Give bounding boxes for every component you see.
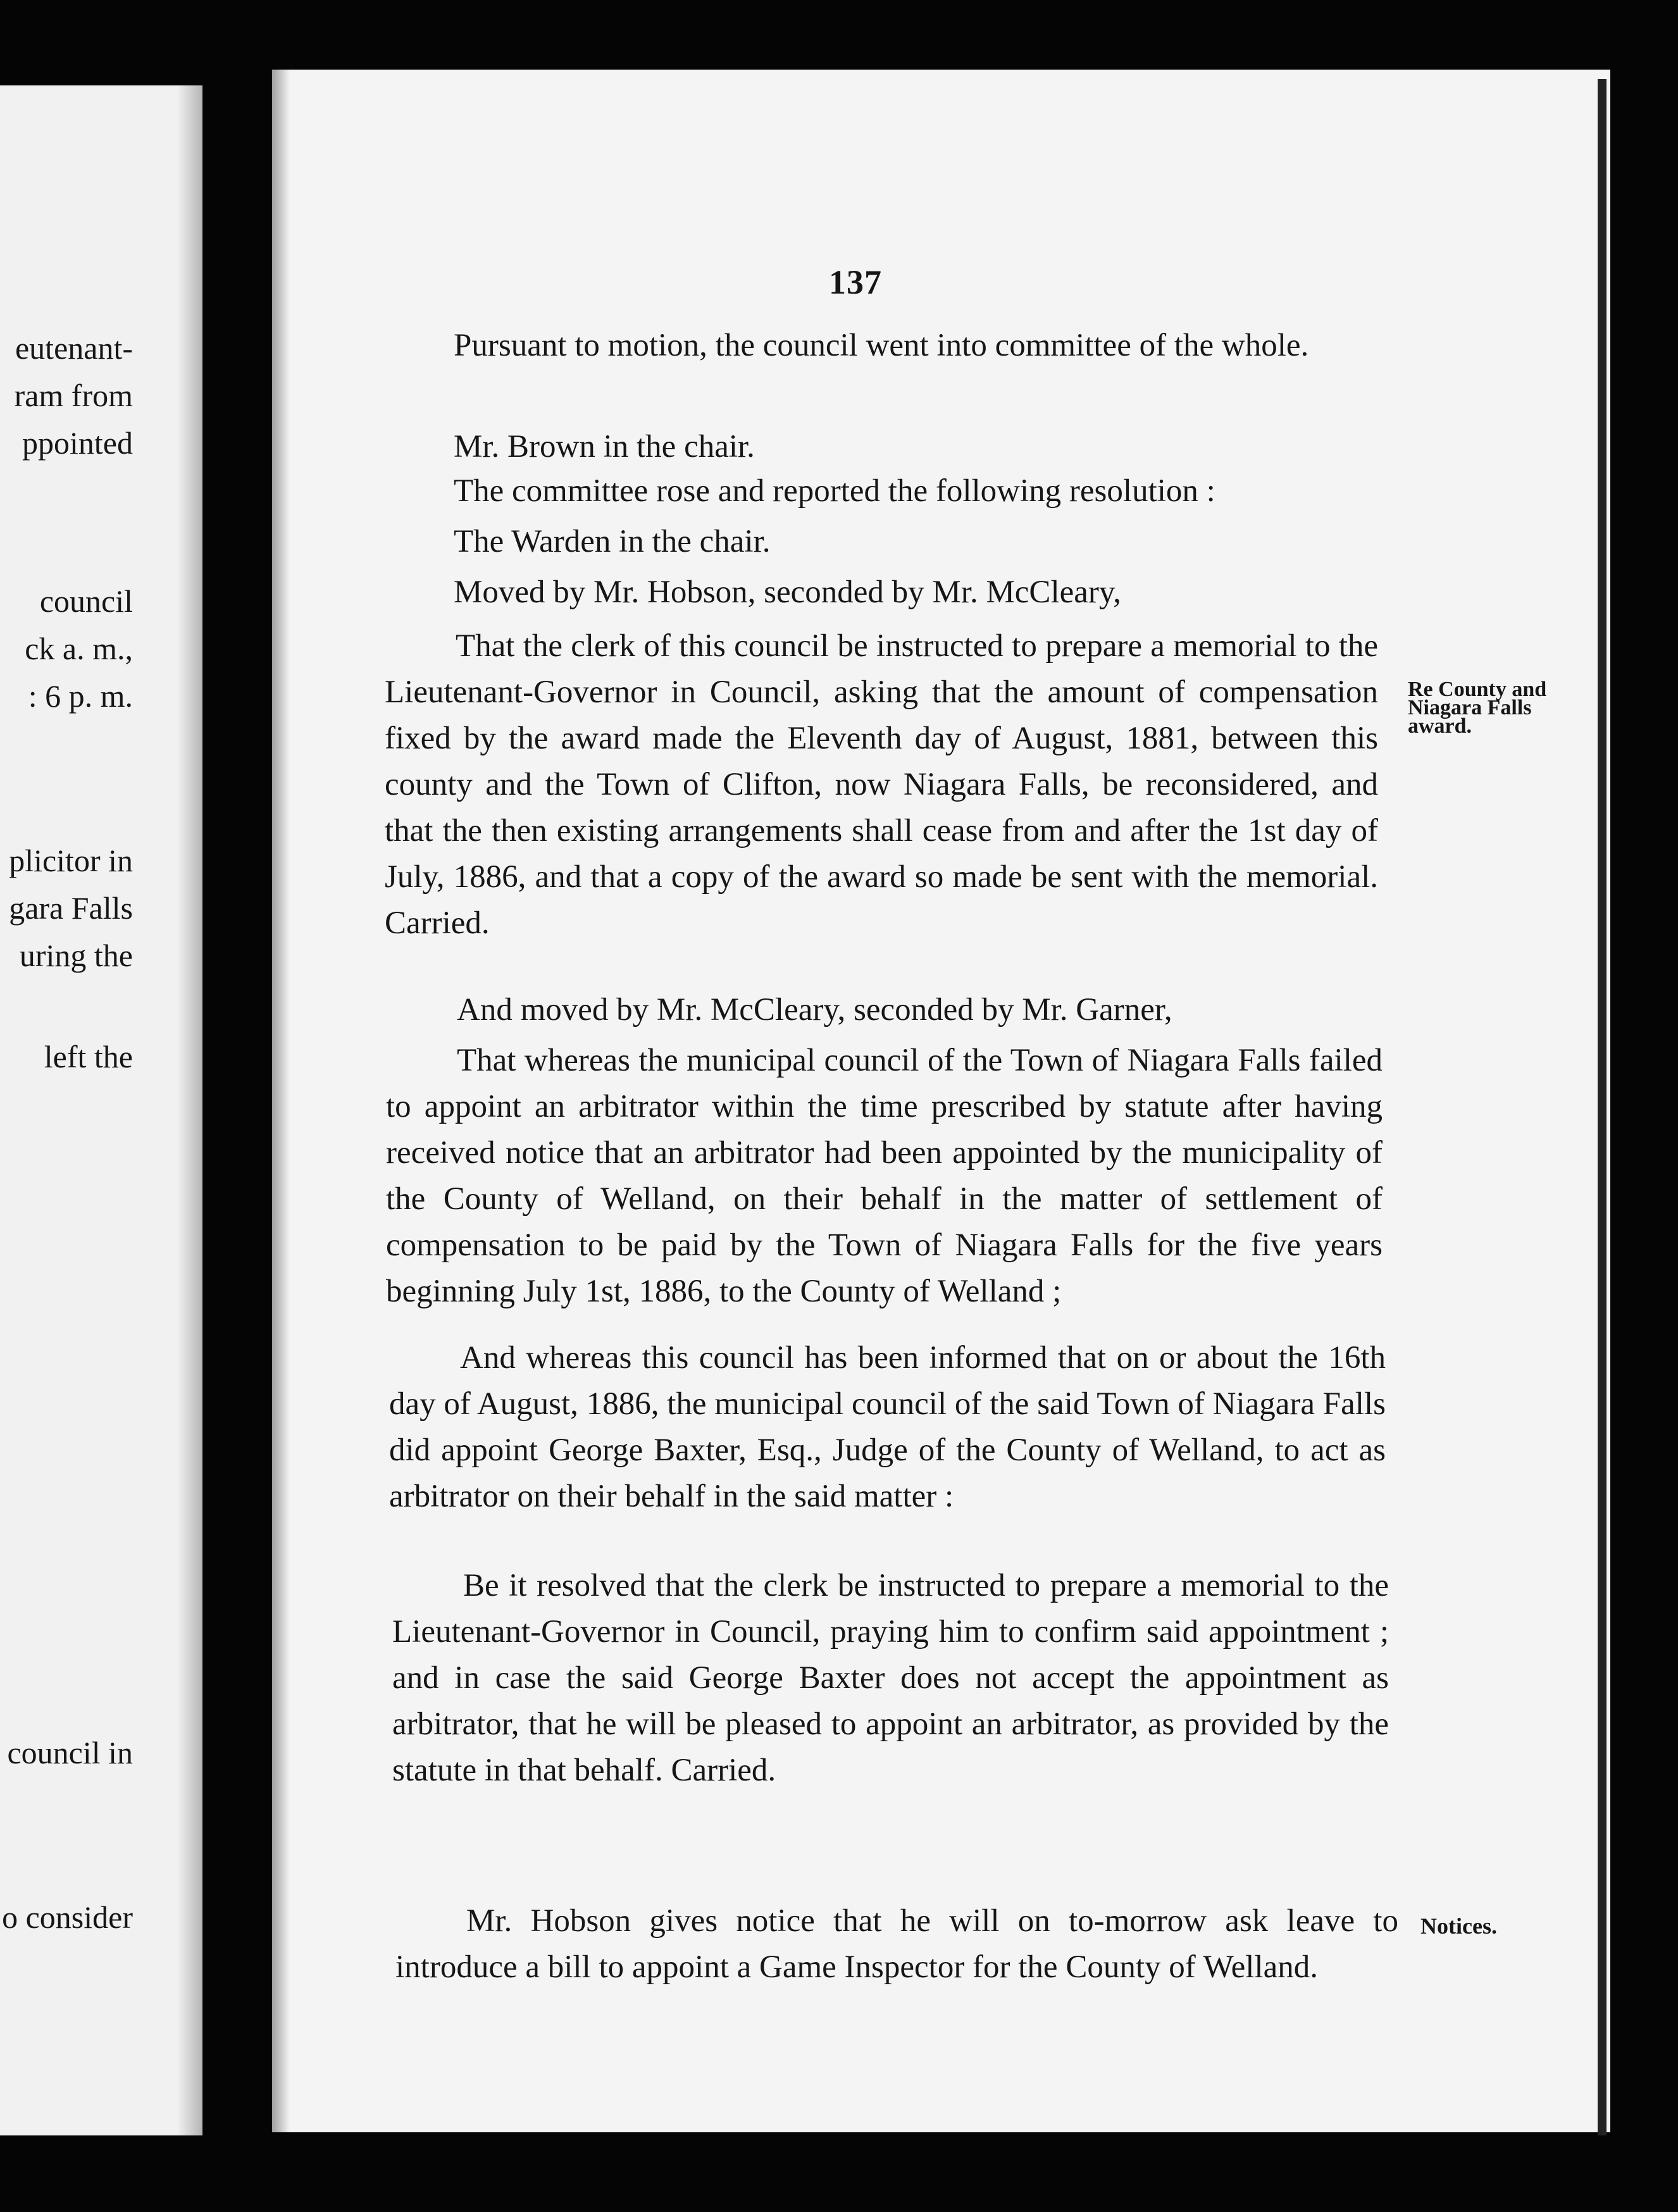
paragraph-committee-rose bbox=[383, 468, 1376, 514]
paragraph-motion bbox=[383, 323, 1376, 369]
paragraph-text: The Warden in the chair. bbox=[454, 524, 771, 559]
paragraph-text: That whereas the municipal council of the Town of Niagara Falls failed to appoint an arbitrator within the time prescribed by statute after having received notice that an arbitrator had been appointed by the municipality of the County of Welland, on their behalf in the matter of settlement of compensation to be paid by the Town of Niagara Falls for the five years beginning July 1st, 1886, to the County of Welland ; bbox=[386, 1043, 1383, 1309]
page-right-edge bbox=[1598, 79, 1607, 2135]
paragraph-chair-brown bbox=[383, 424, 1376, 470]
paragraph-text: Be it resolved that the clerk be instructed to prepare a memorial to the Lieutenant-Governor in Council, praying him to confirm said appointment ; and in case the said George Baxter does not accept the appointment as arbitrator, that he will be pleased to appoint an arbitrator, as provided by the statute in that behalf. Carried. bbox=[392, 1568, 1389, 1788]
margin-note-notices: Notices. bbox=[1420, 1913, 1497, 1939]
gutter-shadow bbox=[177, 85, 202, 2135]
left-page-line: o consider bbox=[2, 1899, 133, 1935]
paragraph-chair-warden bbox=[383, 519, 1376, 565]
paragraph-whereas-failed bbox=[386, 1038, 1383, 1315]
paragraph-text: The committee rose and reported the following resolution : bbox=[454, 473, 1215, 509]
paragraph-text: Mr. Brown in the chair. bbox=[454, 429, 755, 464]
left-page-line: gara Falls bbox=[9, 890, 133, 926]
left-page-line: eutenant- bbox=[15, 330, 133, 366]
left-page-line: council bbox=[39, 583, 133, 619]
paragraph-text: Moved by Mr. Hobson, seconded by Mr. McCleary, bbox=[454, 575, 1121, 610]
main-page bbox=[272, 70, 1610, 2132]
page-edge-shadow bbox=[272, 70, 290, 2132]
left-facing-page bbox=[0, 85, 202, 2135]
paragraph-text: Mr. Hobson gives notice that he will on to-morrow ask leave to introduce a bill to appoint a Game Inspector for the County of Welland. bbox=[395, 1903, 1398, 1985]
left-page-line: council in bbox=[7, 1735, 133, 1770]
paragraph-moved-mccleary bbox=[386, 987, 1379, 1033]
paragraph-moved-hobson bbox=[383, 569, 1376, 616]
paragraph-whereas-informed bbox=[389, 1335, 1386, 1520]
left-page-line: uring the bbox=[19, 938, 133, 973]
margin-note-award: Re County and Niagara Falls award. bbox=[1408, 678, 1547, 738]
page-number: 137 bbox=[829, 263, 882, 301]
left-page-line: ram from bbox=[14, 378, 133, 413]
left-page-line: plicitor in bbox=[9, 843, 133, 878]
paragraph-text: That the clerk of this council be instructed to prepare a memorial to the Lieutenant-Governor in Council, asking that the amount of compensation fixed by the award made the Eleventh day of August, 1881, between this county and the Town of Clifton, now Niagara Falls, be reconsidered, and that the then existing arrangements shall cease from and after the 1st day of July, 1886, and that a copy of the award so made be sent with the memorial. Carried. bbox=[385, 628, 1378, 941]
left-page-line: ck a. m., bbox=[25, 631, 133, 666]
paragraph-text: And whereas this council has been informed that on or about the 16th day of August, 1886, the municipal council of the said Town of Niagara Falls did appoint George Baxter, Esq., Judge of the County of Welland, to act as arbitrator on their behalf in the said matter : bbox=[389, 1340, 1386, 1514]
paragraph-be-it-resolved bbox=[392, 1563, 1389, 1794]
left-page-line: : 6 p. m. bbox=[28, 678, 133, 714]
paragraph-text: And moved by Mr. McCleary, seconded by Mr. Garner, bbox=[457, 992, 1172, 1028]
paragraph-notice-hobson bbox=[395, 1898, 1398, 1991]
paragraph-resolution-award bbox=[385, 623, 1378, 947]
left-page-line: left the bbox=[44, 1039, 133, 1074]
paragraph-text: Pursuant to motion, the council went into committee of the whole. bbox=[454, 328, 1309, 363]
left-page-line: ppointed bbox=[22, 425, 133, 461]
